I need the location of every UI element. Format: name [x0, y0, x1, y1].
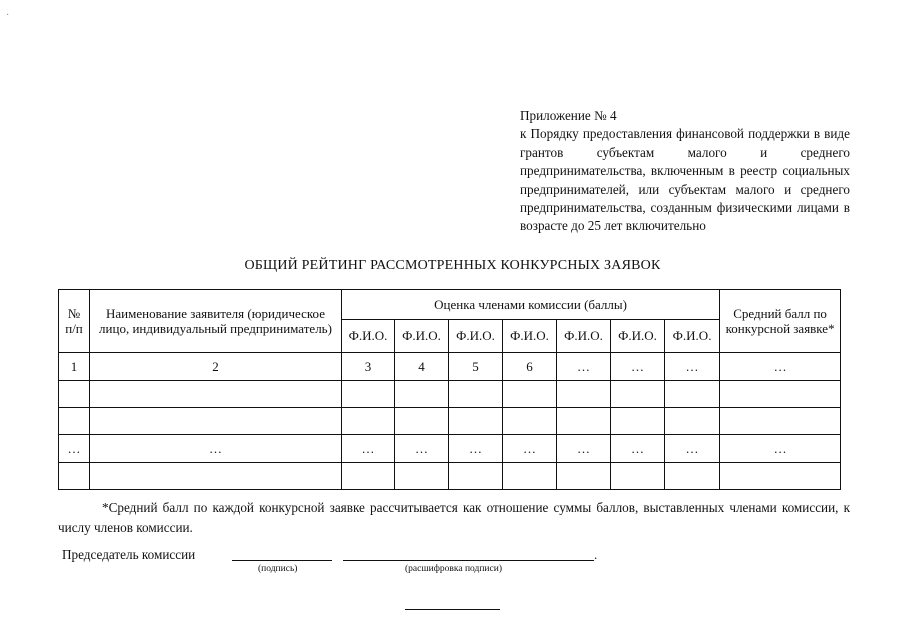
table-cell — [59, 380, 90, 407]
table-cell: 4 — [395, 352, 449, 380]
table-cell — [90, 408, 342, 435]
table-cell — [395, 380, 449, 407]
table-cell: 3 — [342, 352, 395, 380]
table-cell — [342, 462, 395, 489]
signature-decode-caption: (расшифровка подписи) — [405, 564, 502, 574]
table-cell: … — [665, 352, 720, 380]
end-rule — [405, 609, 500, 610]
table-cell — [449, 380, 503, 407]
table-cell — [503, 462, 557, 489]
table-cell: 2 — [90, 352, 342, 380]
table-row — [59, 462, 841, 489]
header-member-name: Ф.И.О. — [503, 320, 557, 352]
table-cell — [611, 408, 665, 435]
table-cell: … — [90, 435, 342, 462]
table-row — [59, 408, 841, 435]
table-cell: 1 — [59, 352, 90, 380]
table-cell — [503, 380, 557, 407]
header-applicant: Наименование заявителя (юридическое лицо, индивидуальный предприниматель) — [90, 290, 342, 353]
table-cell: 6 — [503, 352, 557, 380]
table-cell — [611, 380, 665, 407]
header-member-name: Ф.И.О. — [449, 320, 503, 352]
table-cell — [503, 408, 557, 435]
column-number-row — [59, 352, 841, 380]
signature-decode-line — [343, 560, 594, 561]
document-title: ОБЩИЙ РЕЙТИНГ РАССМОТРЕННЫХ КОНКУРСНЫХ ЗАЯВОК — [244, 258, 661, 273]
table-cell — [557, 408, 611, 435]
header-member-name: Ф.И.О. — [665, 320, 720, 352]
table-cell — [665, 380, 720, 407]
chairman-label: Председатель комиссии — [62, 547, 196, 562]
table-cell: … — [720, 352, 841, 380]
table-cell: … — [557, 352, 611, 380]
table-cell — [449, 462, 503, 489]
table-cell: … — [720, 435, 841, 462]
signature-line — [232, 560, 332, 561]
header-member-name: Ф.И.О. — [557, 320, 611, 352]
table-cell — [395, 408, 449, 435]
table-cell — [59, 408, 90, 435]
header-commission-scores: Оценка членами комиссии (баллы) — [342, 290, 720, 320]
table-row — [59, 380, 841, 407]
header-average-score: Средний балл по конкурсной заявке* — [720, 290, 841, 353]
table-cell: … — [59, 435, 90, 462]
rating-table — [58, 289, 841, 490]
header-member-name: Ф.И.О. — [611, 320, 665, 352]
appendix-block — [520, 107, 850, 236]
table-cell — [449, 408, 503, 435]
table-cell: 5 — [449, 352, 503, 380]
table-cell — [720, 408, 841, 435]
table-cell — [720, 380, 841, 407]
table-cell — [720, 462, 841, 489]
table-cell: … — [611, 352, 665, 380]
table-cell — [59, 462, 90, 489]
table-cell: … — [342, 435, 395, 462]
table-cell — [90, 380, 342, 407]
table-cell — [557, 380, 611, 407]
signature-end-dot: . — [594, 547, 598, 562]
table-cell — [395, 462, 449, 489]
table-row-ellipsis — [59, 435, 841, 462]
table-cell — [665, 462, 720, 489]
signature-caption: (подпись) — [258, 564, 298, 574]
table-cell — [665, 408, 720, 435]
table-cell: … — [557, 435, 611, 462]
table-cell — [90, 462, 342, 489]
footnote: *Средний балл по каждой конкурсной заявке рассчитывается как отношение суммы баллов, выставленных членами комиссии, к числу членов комиссии. — [58, 500, 850, 535]
corner-mark: · — [6, 10, 10, 21]
header-member-name: Ф.И.О. — [342, 320, 395, 352]
table-cell: … — [503, 435, 557, 462]
appendix-title: Приложение № 4 — [520, 108, 617, 123]
table-cell: … — [665, 435, 720, 462]
appendix-body: к Порядку предоставления финансовой поддержки в виде грантов субъектам малого и среднего предпринимательства, включенным в реестр социальных предпринимателей, или субъектам малого и среднего предпринимательства, созданным физическими лицами в возрасте до 25 лет включительно — [520, 126, 850, 234]
header-member-name: Ф.И.О. — [395, 320, 449, 352]
header-number: № п/п — [59, 290, 90, 353]
table-cell: … — [395, 435, 449, 462]
table-cell — [557, 462, 611, 489]
table-cell: … — [449, 435, 503, 462]
table-cell: … — [611, 435, 665, 462]
table-cell — [342, 408, 395, 435]
table-cell — [611, 462, 665, 489]
table-cell — [342, 380, 395, 407]
